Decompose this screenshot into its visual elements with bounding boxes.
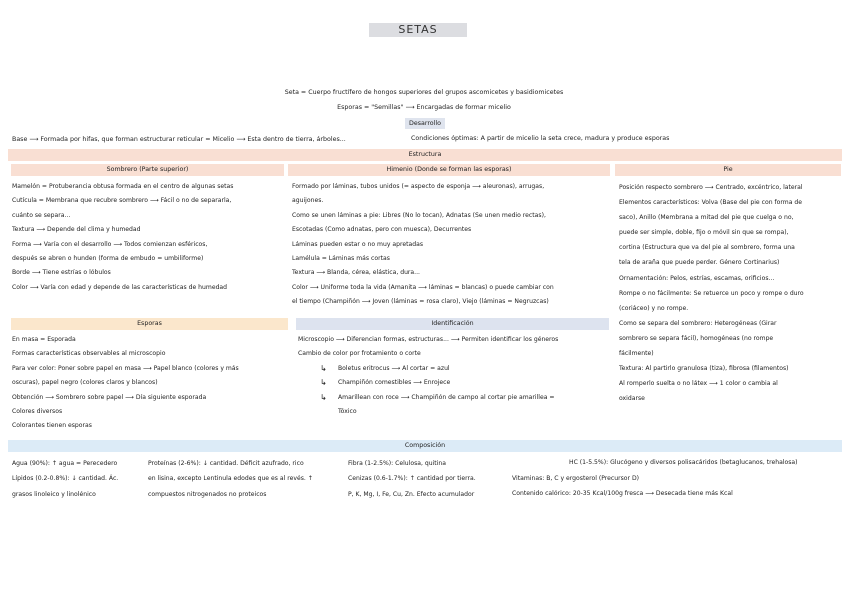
fibra-text: Fibra (1-2.5%): Celulosa, quitina [348, 460, 446, 467]
list-item: después se abren o hunden (forma de embudo = umbiliforme) [12, 255, 204, 263]
list-item: Colorantes tienen esporas [12, 422, 92, 430]
list-item: Elementos característicos: Volva (Base del pie con forma de [619, 199, 802, 207]
toxic-label: Tóxico [338, 408, 357, 416]
composicion-header: Composición [8, 440, 842, 452]
vitaminas-text: Vitaminas: B, C y ergosterol (Precursor D) [512, 475, 640, 482]
composicion-col-2 [148, 456, 313, 502]
list-item: Láminas pueden estar o no muy apretadas [292, 240, 424, 248]
list-item: Cutícula = Membrana que recubre sombrero ⟶ Fácil o no de separarla, [12, 197, 232, 205]
list-item: (coriáceo) y no rompe. [619, 304, 689, 312]
hc-text: HC (1-5.5%): Glucógeno y diversos polisacáridos (betaglucanos, trehalosa) [569, 459, 798, 466]
identificacion-content [298, 333, 558, 419]
list-item: Al romperlo suelta o no látex ⟶ 1 color o cambia al [619, 380, 778, 388]
list-item: Ornamentación: Pelos, estrías, escamas, orificios... [619, 274, 775, 282]
list-item: oscuras), papel negro (colores claros y blancos) [12, 379, 158, 387]
proteinas-text: Proteínas (2-6%): ↓ cantidad. Déficit azufrado, rico [148, 460, 304, 467]
list-item: Formas características observables al microscopio [12, 350, 166, 358]
list-item: Color ⟶ Varía con edad y depende de las características de humedad [12, 283, 228, 291]
list-item: Forma ⟶ Varía con el desarrollo ⟶ Todos comienzan esféricos, [12, 240, 208, 248]
cenizas-text: Cenizas (0.6-1.7%): ↑ cantidad por tierra. [348, 475, 476, 483]
pie-header: Pie [615, 164, 841, 176]
list-item: cuánto se separa... [12, 211, 71, 219]
composicion-col-1 [12, 456, 118, 502]
list-item: Obtención ⟶ Sombrero sobre papel ⟶ Día siguiente esporada [12, 393, 207, 401]
desarrollo-conditions-text: Condiciones óptimas: A partir de micelio la seta crece, madura y produce esporas [411, 135, 670, 142]
lipidos-text-cont: grasos linoleico y linolénico [12, 490, 96, 498]
pie-content [619, 180, 804, 406]
list-item: Escotadas (Como adnatas, pero con muesca), Decurrentes [292, 226, 472, 234]
list-item: oxidarse [619, 395, 645, 403]
list-item: Como se unen láminas a pie: Libres (No lo tocan), Adnatas (Se unen medio rectas), [292, 211, 546, 219]
list-item: Colores diversos [12, 408, 63, 416]
proteinas-text-cont: en lisina, excepto Lentinula edodes que es al revés. ↑ [148, 475, 313, 483]
list-item: Color ⟶ Uniforme toda la vida (Amanita ⟶ láminas = blancas) o puede cambiar con [292, 283, 554, 291]
page-title: SETAS [369, 23, 467, 37]
list-item: saco), Anillo (Membrana a mitad del pie que cuelga o no, [619, 214, 794, 222]
list-item: ↳ Champiñón comestibles ⟶ Enrojece [316, 376, 558, 390]
desarrollo-base-text: Base ⟶ Formada por hifas, que forman estructurar reticular = Micelio ⟶ Esta dentro de tierra, árboles... [12, 136, 346, 143]
himenio-header: Himenio (Donde se forman las esporas) [288, 164, 610, 176]
list-item: En masa = Esporada [12, 336, 76, 343]
spores-definition-text: Esporas = "Semillas" ⟶ Encargadas de formar micelio [337, 104, 511, 111]
list-item: Para ver color: Poner sobre papel en masa ⟶ Papel blanco (colores y más [12, 364, 239, 372]
list-item: el tiempo (Champiñón ⟶ Joven (láminas = rosa claro), Viejo (láminas = Negruzcas) [292, 298, 549, 306]
list-item: Rompe o no fácilmente: Se retuerce un poco y rompe o duro [619, 289, 804, 297]
esporas-content [12, 333, 239, 434]
esporas-header: Esporas [11, 318, 288, 330]
desarrollo-header: Desarrollo [405, 118, 445, 129]
list-item: sombrero se separa fácil), homogéneas (no rompe [619, 334, 774, 342]
composicion-hc [569, 456, 798, 470]
list-item: cortina (Estructura que va del pie al sombrero, forma una [619, 244, 795, 252]
lipidos-text: Lípidos (0.2-0.8%): ↓ cantidad. Ác. [12, 475, 119, 483]
list-item: Mamelón = Protuberancia obtusa formada en el centro de algunas setas [12, 183, 234, 190]
calorias-text: Contenido calórico: 20-35 Kcal/100g fresca ⟶ Desecada tiene más Kcal [512, 490, 733, 498]
himenio-content [292, 180, 554, 310]
sombrero-content [12, 180, 233, 295]
composicion-col-3 [348, 456, 476, 502]
list-item: aguijones. [292, 197, 324, 205]
list-item: Como se separa del sombrero: Heterogéneas (Girar [619, 319, 777, 327]
identificacion-header: Identificación [296, 318, 609, 330]
list-item: puede ser simple, doble, fijo o móvil sin que se rompa), [619, 229, 789, 237]
list-item: tela de araña que puede perder. Género Cortinarius) [619, 259, 780, 267]
list-item: Posición respecto sombrero ⟶ Centrado, excéntrico, lateral [619, 184, 803, 191]
sombrero-header: Sombrero (Parte superior) [11, 164, 284, 176]
list-item: ↳ Amarillean con roce ⟶ Champiñón de campo al cortar pie amarillea = [316, 391, 558, 405]
agua-text: Agua (90%): ↑ agua = Perecedero [12, 460, 118, 467]
list-item: ↳ Boletus eritrocus ⟶ Al cortar = azul [316, 362, 558, 376]
minerales-text: P, K, Mg, I, Fe, Cu, Zn. Efecto acumulador [348, 490, 475, 498]
list-item: Textura ⟶ Blanda, cérea, elástica, dura... [292, 269, 420, 277]
proteinas-text-end: compuestos nitrogenados no proteicos [148, 490, 267, 498]
list-item: Cambio de color por frotamiento o corte [298, 350, 421, 358]
list-item: Microscopio ⟶ Diferencian formas, estructuras... ⟶ Permiten identificar los géneros [298, 336, 559, 343]
list-item: Textura ⟶ Depende del clima y humedad [12, 226, 141, 234]
estructura-header: Estructura [8, 149, 842, 161]
list-item: Textura: Al partirlo granulosa (tiza), fibrosa (filamentos) [619, 365, 789, 373]
list-item: Borde ⟶ Tiene estrías o lóbulos [12, 269, 111, 277]
composicion-col-4 [512, 471, 733, 502]
list-item: Lamélula = Láminas más cortas [292, 255, 390, 263]
definition-text: Seta = Cuerpo fructífero de hongos superiores del grupos ascomicetes y basidiomicetes [284, 89, 564, 96]
list-item: fácilmente) [619, 350, 654, 358]
list-item: Formado por láminas, tubos unidos (= aspecto de esponja ⟶ aleuronas), arrugas, [292, 183, 545, 190]
